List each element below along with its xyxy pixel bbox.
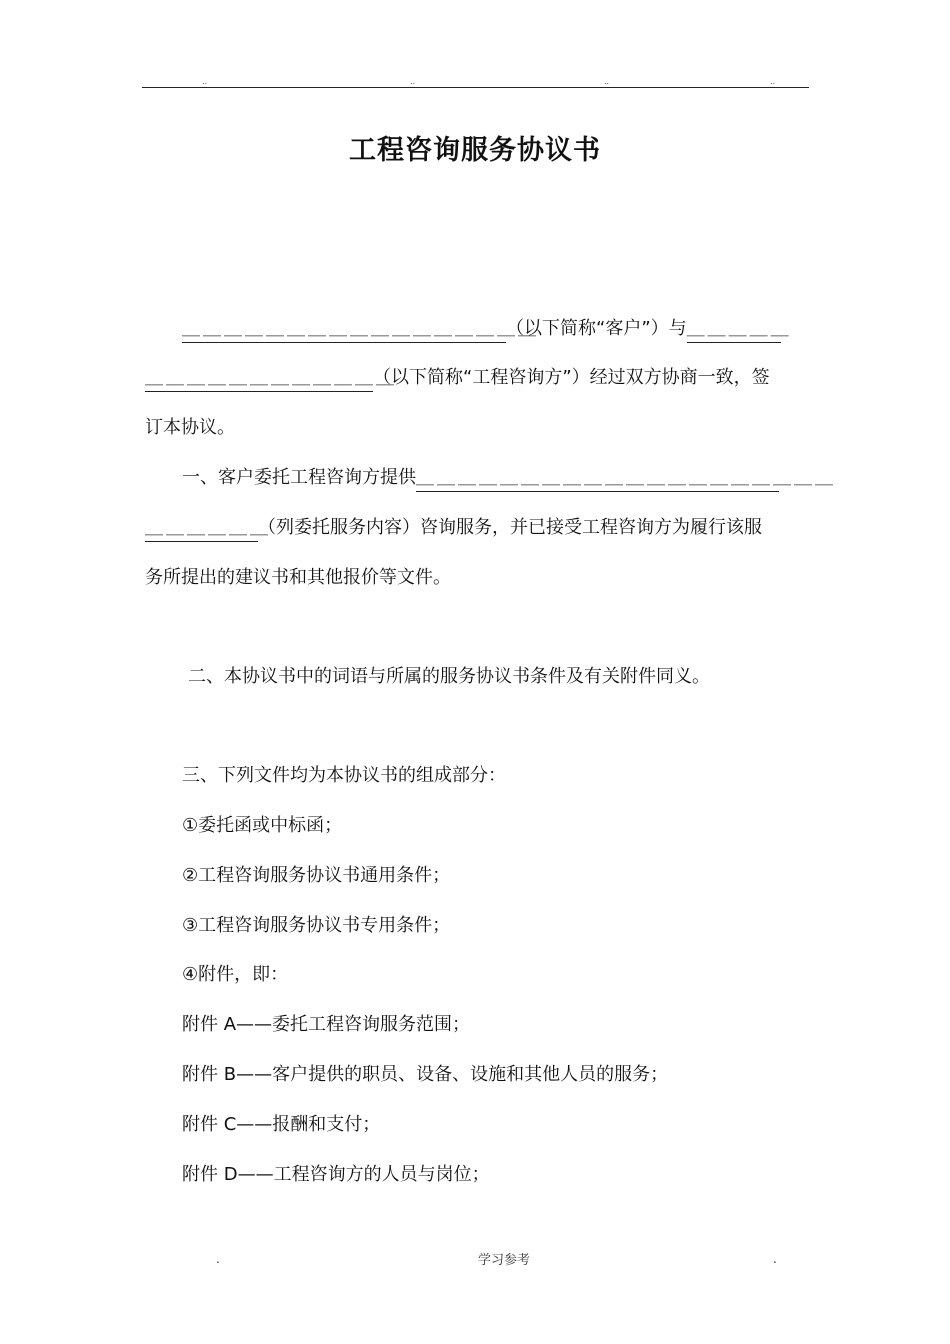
- header-dot: ..: [604, 77, 610, 86]
- clause1-line-3: 务所提出的建议书和其他报价等文件。: [145, 567, 451, 588]
- header-dot: ..: [410, 77, 416, 86]
- clause3-lead: 三、下列文件均为本协议书的组成部分：: [182, 765, 506, 786]
- list-item: 附件 D——工程咨询方的人员与岗位；: [182, 1164, 490, 1185]
- consultant-name-blank-a: ＿＿＿＿＿: [687, 317, 781, 343]
- client-name-blank: ＿＿＿＿＿＿＿＿＿＿＿＿＿＿＿＿＿: [182, 317, 506, 343]
- list-item: ②工程咨询服务协议书通用条件；: [182, 865, 451, 886]
- document-title: 工程咨询服务协议书: [349, 135, 601, 166]
- list-item: 附件 B——客户提供的职员、设备、设施和其他人员的服务；: [182, 1064, 669, 1085]
- intro-client-text: （以下简称“客户”）与: [506, 318, 687, 339]
- clause1-line-1: [182, 466, 836, 492]
- header-dot: ..: [770, 77, 776, 86]
- footer-dot-right: .: [773, 1252, 777, 1266]
- footer-label: 学习参考: [478, 1253, 531, 1268]
- list-item: 附件 A——委托工程咨询服务范围；: [182, 1014, 471, 1035]
- intro-line-3: 订本协议。: [145, 417, 235, 438]
- clause1-line-2: [145, 516, 762, 542]
- header-dot: ..: [202, 77, 208, 86]
- header-rule: [142, 87, 809, 88]
- clause2: 二、本协议书中的词语与所属的服务协议书条件及有关附件同义。: [188, 666, 710, 687]
- list-item: ④附件，即：: [182, 964, 289, 985]
- intro-line-1: [182, 317, 792, 343]
- list-item: ③工程咨询服务协议书专用条件；: [182, 915, 451, 936]
- service-content-blank-b: ＿＿＿＿＿＿: [145, 516, 258, 542]
- footer-dot-left: .: [216, 1252, 220, 1266]
- list-item: 附件 C——报酬和支付；: [182, 1114, 381, 1135]
- service-content-blank-a: ＿＿＿＿＿＿＿＿＿＿＿＿＿＿＿＿＿＿＿＿: [416, 466, 779, 492]
- clause1-lead: 一、客户委托工程咨询方提供: [182, 467, 416, 488]
- intro-consult-text: （以下简称“工程咨询方”）经过双方协商一致，签: [373, 367, 770, 388]
- intro-line-2: [145, 366, 770, 392]
- clause1-text: （列委托服务内容）咨询服务，并已接受工程咨询方为履行该服: [258, 517, 762, 538]
- consultant-name-blank-b: ＿＿＿＿＿＿＿＿＿＿＿＿: [145, 366, 373, 392]
- list-item: ①委托函或中标函；: [182, 815, 343, 836]
